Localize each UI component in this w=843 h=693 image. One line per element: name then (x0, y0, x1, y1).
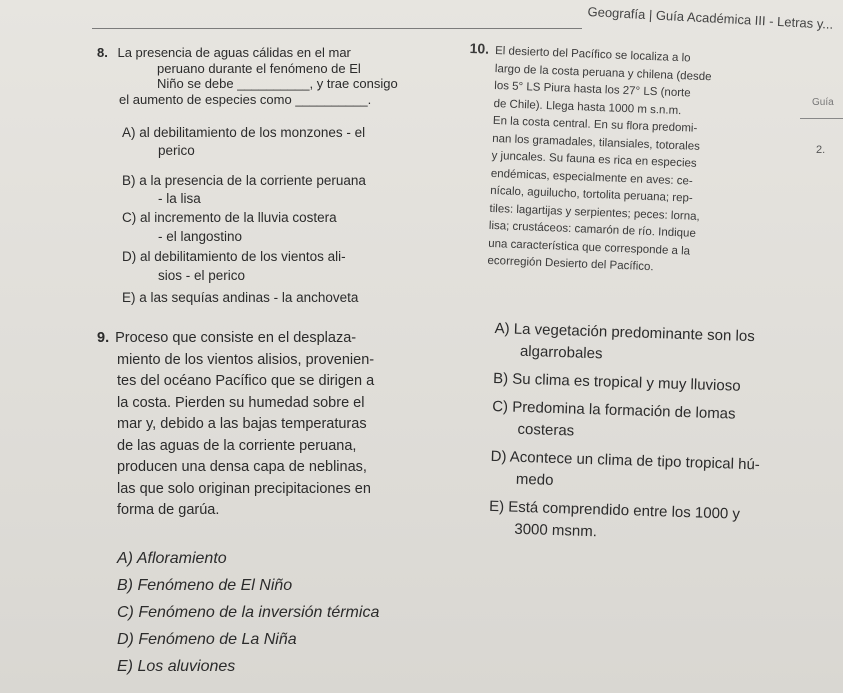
question-10-stem-line: lisa; crustáceos: camarón de río. Indique (488, 219, 697, 240)
question-8-option-c (122, 208, 337, 246)
option-text: C) Predomina la formación de lomas (491, 397, 736, 423)
question-9-stem-line: tes del océano Pacífico que se dirigen a (117, 373, 375, 389)
question-9-stem-line: las que solo originan precipitaciones en (117, 480, 371, 497)
option-text: sios - el perico (158, 268, 246, 283)
question-8-stem-line: Niño se debe __________, y trae consigo (157, 76, 398, 91)
question-9-option-c: C) Fenómeno de la inversión térmica (117, 604, 380, 621)
header-rule (92, 28, 582, 29)
question-9-stem (97, 328, 457, 522)
option-text: D) al debilitamiento de los vientos ali- (122, 249, 346, 264)
option-text: E) a las sequías andinas - la anchoveta (122, 290, 359, 305)
question-10-option-c (491, 396, 822, 450)
option-text: - la lisa (158, 191, 201, 206)
question-9-stem-line: miento de los vientos alisios, provenien- (117, 351, 375, 368)
question-8-option-b (122, 172, 366, 208)
edge-label: Guía (812, 97, 834, 108)
option-text: - el langostino (158, 229, 243, 244)
question-10-stem-line: y juncales. Su fauna es rica en especies (491, 149, 697, 170)
option-text: costeras (517, 420, 575, 440)
question-8-option-d (122, 247, 346, 285)
question-10-stem-line: En la costa central. En su flora predomi- (492, 114, 698, 135)
question-8-number: 8. (97, 45, 108, 60)
question-10-stem-line: nan los gramadales, tilansiales, totorales (492, 132, 701, 153)
question-10-stem-line: endémicas, especialmente en aves: ce- (490, 167, 693, 188)
question-9-stem-line: forma de garúa. (117, 502, 220, 518)
option-text: B) a la presencia de la corriente peruana (122, 173, 366, 188)
question-9-stem-line: la costa. Pierden su humedad sobre el (117, 394, 365, 411)
option-text: A) La vegetación predominante son los (494, 319, 755, 346)
option-text: B) Su clima es tropical y muy lluvioso (492, 369, 741, 395)
question-10-stem-line: de Chile). Llega hasta 1000 m s.n.m. (493, 97, 682, 117)
question-10-stem-line: largo de la costa peruana y chilena (desde (494, 62, 712, 83)
option-text: medo (515, 470, 554, 489)
question-10-stem-line: nícalo, aguilucho, tortolita peruana; rep- (489, 184, 693, 205)
question-10-options (488, 318, 825, 550)
option-text: perico (158, 143, 195, 158)
option-text: D) Acontece un clima de tipo tropical hú- (490, 447, 761, 474)
page-header: Geografía | Guía Académica III - Letras y... (587, 4, 834, 32)
question-9-stem-line: Proceso que consiste en el desplaza- (115, 330, 357, 346)
question-8-stem (97, 45, 452, 107)
question-9-option-d: D) Fenómeno de La Niña (117, 631, 297, 648)
question-10-stem-line: una característica que corresponde a la (487, 237, 691, 258)
question-10-number: 10. (469, 40, 490, 57)
edge-rule (800, 118, 843, 119)
question-9-option-b: B) Fenómeno de El Niño (117, 577, 293, 594)
question-10-stem-line: ecorregión Desierto del Pacífico. (487, 254, 654, 274)
question-8-option-e (122, 288, 358, 307)
question-8-stem-line: el aumento de especies como __________. (119, 91, 372, 107)
option-text: 3000 msnm. (514, 520, 598, 541)
question-9-stem-line: mar y, debido a las bajas temperaturas (117, 416, 367, 432)
edge-number: 2. (816, 144, 826, 156)
question-10-stem (461, 40, 775, 281)
question-9-stem-line: producen una densa capa de neblinas, (117, 459, 367, 475)
question-9-option-e: E) Los aluviones (117, 658, 236, 675)
option-text: algarrobales (519, 342, 603, 363)
question-8-stem-line: peruano durante el fenómeno de El (157, 60, 361, 76)
question-10-option-e (488, 496, 819, 550)
question-8-option-a (122, 124, 365, 160)
question-10-option-d (490, 446, 821, 500)
question-10-option-a (494, 318, 825, 372)
question-9-number: 9. (97, 330, 110, 346)
question-8-stem-line: La presencia de aguas cálidas en el mar (117, 45, 351, 60)
option-text: A) al debilitamiento de los monzones - el (122, 125, 366, 140)
question-9-stem-line: de las aguas de la corriente peruana, (117, 437, 357, 454)
question-10-stem-line: tiles: lagartijas y serpientes; peces: lorna, (489, 202, 700, 223)
question-9-option-a: A) Afloramiento (117, 550, 227, 567)
question-10-stem-line: los 5° LS Piura hasta los 27° LS (norte (494, 79, 691, 100)
question-10-stem-line: El desierto del Pacífico se localiza a lo (494, 44, 691, 65)
question-10-option-b (493, 368, 824, 400)
option-text: C) al incremento de la lluvia costera (122, 210, 337, 225)
option-text: E) Está comprendido entre los 1000 y (488, 497, 741, 523)
